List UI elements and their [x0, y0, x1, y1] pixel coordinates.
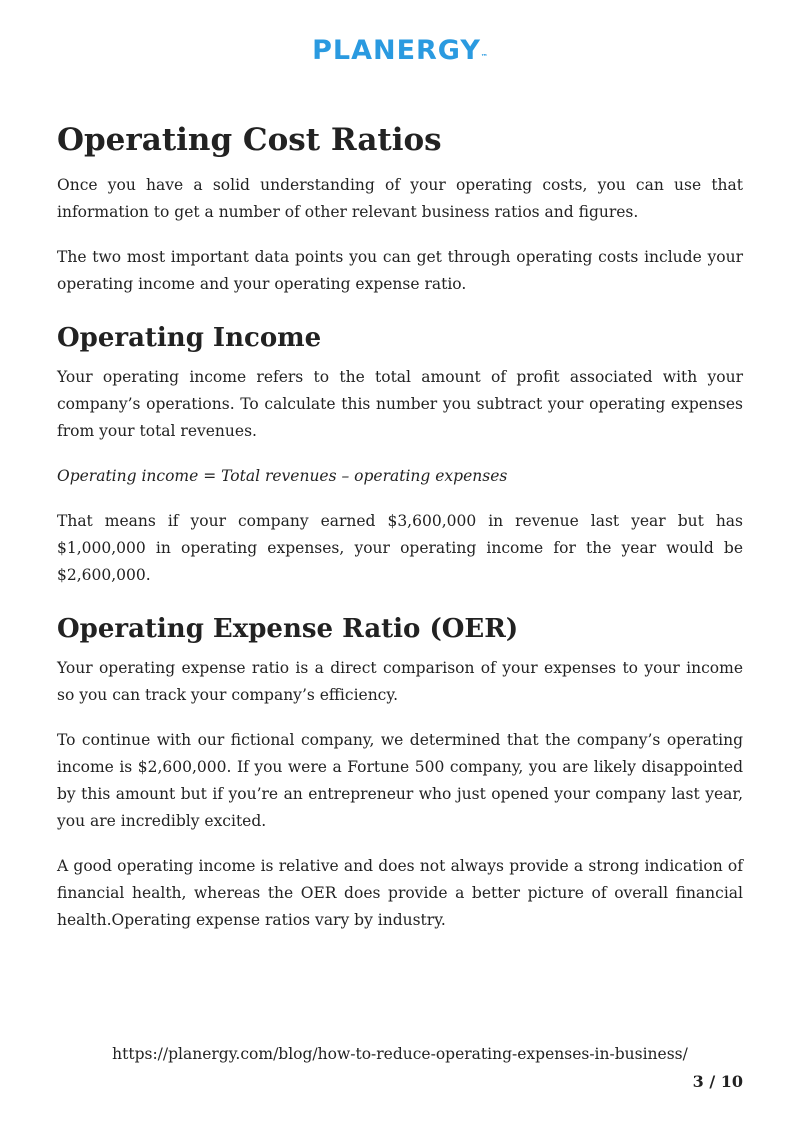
operating-income-paragraph-1: Your operating income refers to the total amount of profit associated with your company’s operations. To calculate this number you subtract your operating expenses from your total revenues.: [57, 368, 743, 440]
oer-paragraph-3: A good operating income is relative and does not always provide a strong indication of financial health, whereas the OER does provide a better picture of overall financial health.Operating expense ratios vary by industry.: [57, 857, 743, 929]
logo-text: PLANERGY: [312, 35, 481, 66]
article-body: [57, 118, 743, 952]
section-heading-operating-income: Operating Income: [57, 323, 322, 353]
section-heading-oer: Operating Expense Ratio (OER): [57, 614, 519, 644]
oer-paragraph-2: To continue with our fictional company, we determined that the company’s operating income is $2,600,000. If you were a Fortune 500 company, you are likely disappointed by this amount but if you’re an entrepreneur who just opened your company last year, you are incredibly excited.: [57, 731, 743, 830]
page-title: Operating Cost Ratios: [57, 122, 442, 158]
logo-trademark: ™: [480, 53, 488, 61]
planergy-logo: [0, 34, 800, 68]
intro-paragraph-1: Once you have a solid understanding of your operating costs, you can use that information to get a number of other relevant business ratios and figures.: [57, 176, 743, 221]
intro-paragraph-2: The two most important data points you can get through operating costs include your operating income and your operating expense ratio.: [57, 248, 743, 293]
oer-paragraph-1: Your operating expense ratio is a direct comparison of your expenses to your income so you can track your company’s efficiency.: [57, 659, 743, 704]
operating-income-formula: Operating income = Total revenues – operating expenses: [57, 467, 508, 485]
operating-income-paragraph-2: That means if your company earned $3,600,000 in revenue last year but has $1,000,000 in operating expenses, your operating income for the year would be $2,600,000.: [57, 512, 743, 584]
page-number: 3 / 10: [692, 1072, 743, 1091]
source-url[interactable]: https://planergy.com/blog/how-to-reduce-operating-expenses-in-business/: [112, 1045, 688, 1063]
